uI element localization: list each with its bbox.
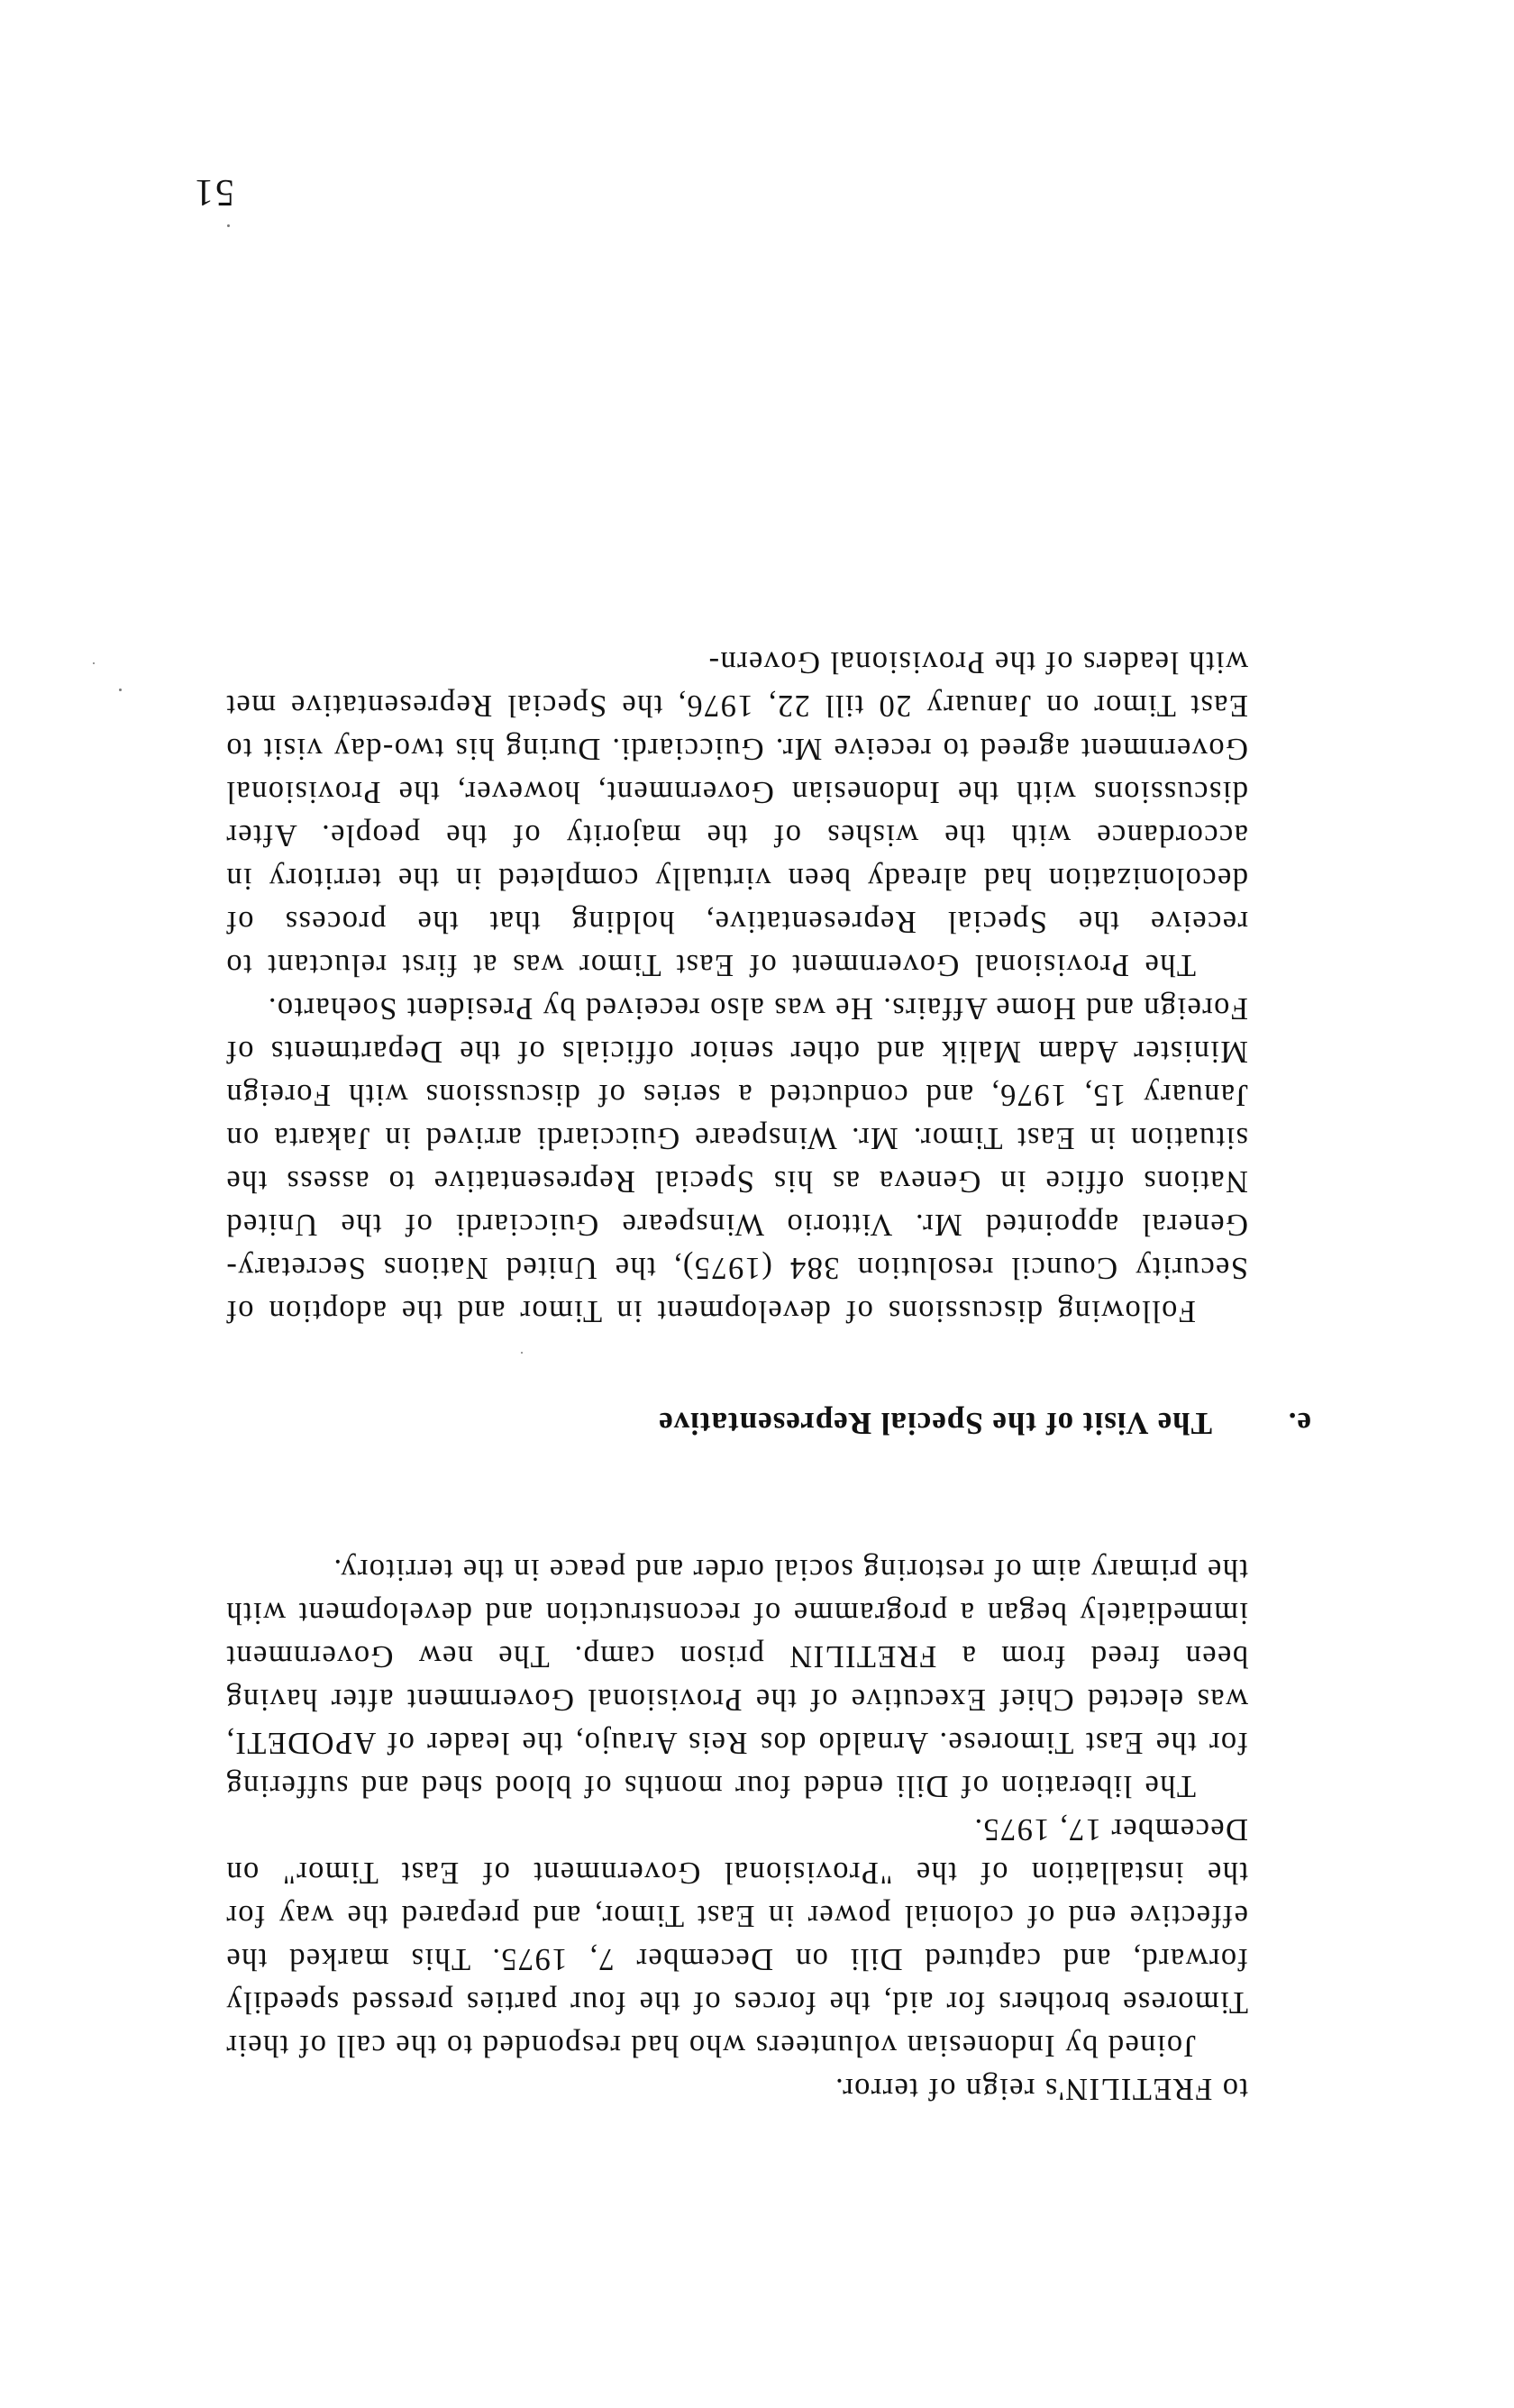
scan-speck: [521, 1352, 523, 1354]
paragraph-capture-of-dili: Joined by Indonesian volunteers who had responded to the call of their Timorese brothers for aid, the forces of the four parties pressed speedily forward, and captured Dili on December 7, 1975. This marked the effective end of colonial power in East Timor, and prepared the way for the installation of the "Provisional Government of East Timor" on December 17, 1975.: [225, 1812, 1248, 2063]
paragraph-liberation-of-dili: The liberation of Dili ended four months of blood shed and suffering for the East Timorese. Arnaldo dos Reis Araujo, the leader of APODETI, was elected Chief Executive of the Provisional Government after having been freed from a FRETILIN prison camp. The new Government immediately began a programme of reconstruction and development with the primary aim of restoring social order and peace in the territory.: [225, 1553, 1248, 1803]
page-number: 51: [193, 171, 234, 213]
scan-speck: [119, 689, 122, 691]
scan-speck: [93, 662, 95, 664]
section-heading: [225, 1405, 1311, 1445]
body-text: [225, 641, 1311, 2111]
section-letter: e.: [1287, 1406, 1311, 1441]
section-title: The Visit of the Special Representative: [658, 1406, 1212, 1441]
paragraph-special-representative-appointment: Following discussions of development in Timor and the adoption of Security Council resolution 384 (1975), the United Nations Secretary-General appointed Mr. Vittorio Winspeare Guicciardi of the United Nations office in Geneva as his Special Representative to assess the situation in East Timor. Mr. Winspeare Guicciardi arrived in Jakarta on January 15, 1976, and conducted a series of discussions with Foreign Minister Adam Malik and other senior officials of the Departments of Foreign and Home Affairs. He was also received by President Soeharto.: [225, 991, 1248, 1328]
scan-speck: [227, 224, 230, 227]
paragraph-continuation: to FRETILIN's reign of terror.: [834, 2072, 1248, 2106]
paragraph-provisional-government-reception: The Provisional Government of East Timor was at first reluctant to receive the Special Representative, holding that the process of decolonization had already been virtually completed in the territory in accordance with the wishes of the majority of the people. After discussions with the Indonesian Government, however, the Provisional Government agreed to receive Mr. Guicciardi. During his two-day visit to East Timor on January 20 till 22, 1976, the Special Representative met with leaders of the Provisional Govern-: [225, 645, 1248, 982]
